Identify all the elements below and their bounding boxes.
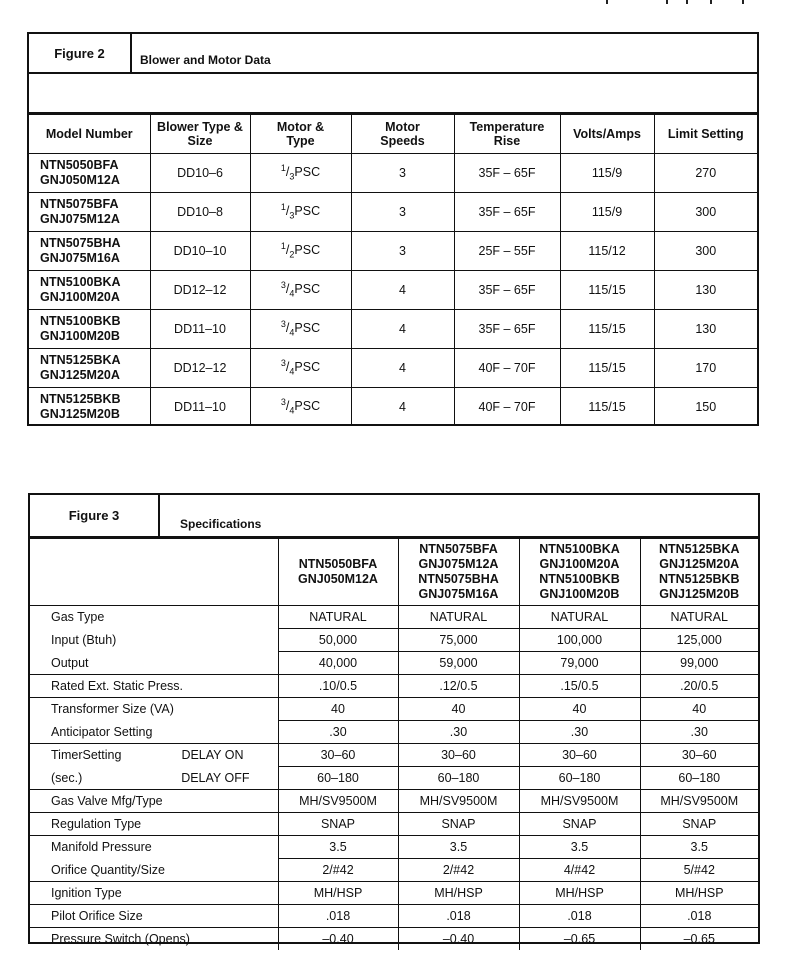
model-number-cell: NTN5125BKA GNJ125M20A bbox=[29, 349, 150, 388]
spec-label: Orifice Quantity/Size bbox=[30, 859, 278, 882]
spec-value-cell: .10/0.5 bbox=[278, 675, 398, 698]
spec-value-cell: .15/0.5 bbox=[519, 675, 640, 698]
model-number-cell: NTN5100BKB GNJ100M20B bbox=[29, 310, 150, 349]
spec-label: Rated Ext. Static Press. bbox=[30, 675, 278, 698]
blower-type-cell: DD10–6 bbox=[150, 154, 250, 193]
spec-value-cell: SNAP bbox=[278, 813, 398, 836]
spec-value-cell: .30 bbox=[278, 721, 398, 744]
motor-type-cell: $^1/_3PSC$ bbox=[250, 154, 351, 193]
motor-speeds-cell: 4 bbox=[351, 349, 454, 388]
spec-value-cell: SNAP bbox=[398, 813, 519, 836]
spec-value-cell: .018 bbox=[398, 905, 519, 928]
blower-type-cell: DD10–10 bbox=[150, 232, 250, 271]
spec-row-gas-type bbox=[30, 606, 758, 629]
spec-value-cell: MH/SV9500M bbox=[278, 790, 398, 813]
limit-setting-cell: 130 bbox=[654, 310, 757, 349]
limit-setting-cell: 300 bbox=[654, 193, 757, 232]
limit-setting-cell: 270 bbox=[654, 154, 757, 193]
temp-rise-cell: 35F – 65F bbox=[454, 271, 560, 310]
spec-value-cell: MH/SV9500M bbox=[640, 790, 758, 813]
spec-row-delay-off bbox=[30, 767, 758, 790]
spec-value-cell: .30 bbox=[519, 721, 640, 744]
spec-label: Anticipator Setting bbox=[30, 721, 278, 744]
scan-marks bbox=[600, 0, 750, 6]
spec-value-cell: 75,000 bbox=[398, 629, 519, 652]
spec-value-cell: 30–60 bbox=[519, 744, 640, 767]
blower-type-cell: DD12–12 bbox=[150, 349, 250, 388]
spec-value-cell: 3.5 bbox=[278, 836, 398, 859]
figure-2-blower-motor-table bbox=[27, 32, 759, 426]
spec-row-delay-on bbox=[30, 744, 758, 767]
spec-value-cell: .018 bbox=[640, 905, 758, 928]
table-row bbox=[29, 193, 757, 232]
spec-header-blank bbox=[30, 539, 278, 606]
col-header-motor-type: Motor & Type bbox=[250, 115, 351, 154]
spec-value-cell: –0.65 bbox=[640, 928, 758, 951]
figure-2-title: Blower and Motor Data bbox=[140, 53, 271, 67]
spec-label: Ignition Type bbox=[30, 882, 278, 905]
spec-value-cell: 100,000 bbox=[519, 629, 640, 652]
spec-value-cell: .30 bbox=[640, 721, 758, 744]
table-row bbox=[29, 232, 757, 271]
table-row bbox=[29, 154, 757, 193]
volts-amps-cell: 115/15 bbox=[560, 310, 654, 349]
col-header-limit: Limit Setting bbox=[654, 115, 757, 154]
table-row bbox=[29, 388, 757, 427]
col-header-blower: Blower Type & Size bbox=[150, 115, 250, 154]
spec-value-cell: 99,000 bbox=[640, 652, 758, 675]
spec-value-cell: .018 bbox=[519, 905, 640, 928]
spec-header-row bbox=[30, 539, 758, 606]
spec-value-cell: .12/0.5 bbox=[398, 675, 519, 698]
spec-value-cell: 79,000 bbox=[519, 652, 640, 675]
spec-row-transformer bbox=[30, 698, 758, 721]
spec-value-cell: 3.5 bbox=[640, 836, 758, 859]
spec-value-cell: 60–180 bbox=[278, 767, 398, 790]
model-number-cell: NTN5075BFA GNJ075M12A bbox=[29, 193, 150, 232]
blower-motor-data-table bbox=[29, 114, 757, 426]
figure-2-blank-row bbox=[29, 74, 757, 114]
temp-rise-cell: 35F – 65F bbox=[454, 310, 560, 349]
spec-value-cell: 40 bbox=[278, 698, 398, 721]
spec-value-cell: 40 bbox=[519, 698, 640, 721]
model-number-cell: NTN5100BKA GNJ100M20A bbox=[29, 271, 150, 310]
col-header-model: Model Number bbox=[29, 115, 150, 154]
spec-label: (sec.) DELAY OFF bbox=[30, 767, 278, 790]
spec-value-cell: MH/SV9500M bbox=[519, 790, 640, 813]
figure-3-specifications-table bbox=[28, 493, 760, 944]
motor-speeds-cell: 3 bbox=[351, 193, 454, 232]
spec-value-cell: –0.40 bbox=[398, 928, 519, 951]
volts-amps-cell: 115/12 bbox=[560, 232, 654, 271]
spec-value-cell: 2/#42 bbox=[278, 859, 398, 882]
volts-amps-cell: 115/9 bbox=[560, 154, 654, 193]
spec-value-cell: 59,000 bbox=[398, 652, 519, 675]
spec-label: Input (Btuh) bbox=[30, 629, 278, 652]
spec-value-cell: 60–180 bbox=[398, 767, 519, 790]
limit-setting-cell: 130 bbox=[654, 271, 757, 310]
spec-row-orifice bbox=[30, 859, 758, 882]
spec-label: Output bbox=[30, 652, 278, 675]
spec-value-cell: –0.40 bbox=[278, 928, 398, 951]
spec-value-cell: 3.5 bbox=[398, 836, 519, 859]
spec-value-cell: 40 bbox=[398, 698, 519, 721]
figure-3-title: Specifications bbox=[180, 517, 262, 531]
blower-type-cell: DD12–12 bbox=[150, 271, 250, 310]
motor-type-cell: $^1/_3PSC$ bbox=[250, 193, 351, 232]
volts-amps-cell: 115/15 bbox=[560, 271, 654, 310]
spec-label: TimerSetting DELAY ON bbox=[30, 744, 278, 767]
spec-value-cell: .018 bbox=[278, 905, 398, 928]
table-row bbox=[29, 271, 757, 310]
limit-setting-cell: 300 bbox=[654, 232, 757, 271]
temp-rise-cell: 35F – 65F bbox=[454, 193, 560, 232]
table-row bbox=[29, 349, 757, 388]
temp-rise-cell: 40F – 70F bbox=[454, 349, 560, 388]
spec-value-cell: .30 bbox=[398, 721, 519, 744]
spec-value-cell: 60–180 bbox=[640, 767, 758, 790]
spec-row-ignition bbox=[30, 882, 758, 905]
volts-amps-cell: 115/15 bbox=[560, 349, 654, 388]
table-row bbox=[29, 310, 757, 349]
volts-amps-cell: 115/15 bbox=[560, 388, 654, 427]
figure-2-header bbox=[29, 34, 757, 74]
motor-speeds-cell: 4 bbox=[351, 271, 454, 310]
temp-rise-cell: 25F – 55F bbox=[454, 232, 560, 271]
spec-row-pressure-switch bbox=[30, 928, 758, 951]
model-number-cell: NTN5050BFA GNJ050M12A bbox=[29, 154, 150, 193]
spec-label: Pilot Orifice Size bbox=[30, 905, 278, 928]
spec-value-cell: 40 bbox=[640, 698, 758, 721]
blower-type-cell: DD10–8 bbox=[150, 193, 250, 232]
spec-label: Gas Type bbox=[30, 606, 278, 629]
spec-value-cell: MH/HSP bbox=[640, 882, 758, 905]
spec-row-pilot bbox=[30, 905, 758, 928]
motor-speeds-cell: 3 bbox=[351, 154, 454, 193]
motor-type-cell: $^3/_4PSC$ bbox=[250, 310, 351, 349]
model-number-cell: NTN5125BKB GNJ125M20B bbox=[29, 388, 150, 427]
spec-value-cell: 60–180 bbox=[519, 767, 640, 790]
motor-speeds-cell: 3 bbox=[351, 232, 454, 271]
spec-label: Transformer Size (VA) bbox=[30, 698, 278, 721]
motor-speeds-cell: 4 bbox=[351, 388, 454, 427]
spec-value-cell: –0.65 bbox=[519, 928, 640, 951]
spec-row-anticipator bbox=[30, 721, 758, 744]
spec-value-cell: 30–60 bbox=[278, 744, 398, 767]
spec-value-cell: 30–60 bbox=[640, 744, 758, 767]
spec-row-output bbox=[30, 652, 758, 675]
motor-type-cell: $^3/_4PSC$ bbox=[250, 388, 351, 427]
motor-speeds-cell: 4 bbox=[351, 310, 454, 349]
col-header-temp-rise: Temperature Rise bbox=[454, 115, 560, 154]
spec-value-cell: SNAP bbox=[519, 813, 640, 836]
col-header-volts-amps: Volts/Amps bbox=[560, 115, 654, 154]
spec-value-cell: 3.5 bbox=[519, 836, 640, 859]
spec-row-input bbox=[30, 629, 758, 652]
volts-amps-cell: 115/9 bbox=[560, 193, 654, 232]
spec-label: Pressure Switch (Opens) bbox=[30, 928, 278, 951]
spec-label: Manifold Pressure bbox=[30, 836, 278, 859]
limit-setting-cell: 150 bbox=[654, 388, 757, 427]
temp-rise-cell: 35F – 65F bbox=[454, 154, 560, 193]
spec-value-cell: NATURAL bbox=[519, 606, 640, 629]
specifications-table bbox=[30, 538, 758, 950]
limit-setting-cell: 170 bbox=[654, 349, 757, 388]
spec-value-cell: MH/HSP bbox=[278, 882, 398, 905]
spec-col-header: NTN5075BFA GNJ075M12A NTN5075BHA GNJ075M16A bbox=[398, 539, 519, 606]
spec-value-cell: 4/#42 bbox=[519, 859, 640, 882]
blower-type-cell: DD11–10 bbox=[150, 310, 250, 349]
temp-rise-cell: 40F – 70F bbox=[454, 388, 560, 427]
spec-label: Gas Valve Mfg/Type bbox=[30, 790, 278, 813]
spec-col-header: NTN5050BFA GNJ050M12A bbox=[278, 539, 398, 606]
spec-value-cell: MH/HSP bbox=[398, 882, 519, 905]
spec-label: Regulation Type bbox=[30, 813, 278, 836]
spec-value-cell: NATURAL bbox=[398, 606, 519, 629]
table-header-row bbox=[29, 115, 757, 154]
spec-value-cell: 30–60 bbox=[398, 744, 519, 767]
motor-type-cell: $^3/_4PSC$ bbox=[250, 349, 351, 388]
spec-row-gas-valve bbox=[30, 790, 758, 813]
spec-col-header: NTN5100BKA GNJ100M20A NTN5100BKB GNJ100M20B bbox=[519, 539, 640, 606]
col-header-motor-speeds: Motor Speeds bbox=[351, 115, 454, 154]
spec-value-cell: SNAP bbox=[640, 813, 758, 836]
spec-value-cell: 40,000 bbox=[278, 652, 398, 675]
spec-value-cell: MH/SV9500M bbox=[398, 790, 519, 813]
spec-value-cell: MH/HSP bbox=[519, 882, 640, 905]
figure-3-header bbox=[30, 495, 758, 538]
spec-value-cell: 2/#42 bbox=[398, 859, 519, 882]
blower-type-cell: DD11–10 bbox=[150, 388, 250, 427]
spec-value-cell: 50,000 bbox=[278, 629, 398, 652]
motor-type-cell: $^1/_2PSC$ bbox=[250, 232, 351, 271]
figure-3-label: Figure 3 bbox=[30, 495, 160, 536]
model-number-cell: NTN5075BHA GNJ075M16A bbox=[29, 232, 150, 271]
spec-value-cell: 5/#42 bbox=[640, 859, 758, 882]
spec-row-static-press bbox=[30, 675, 758, 698]
motor-type-cell: $^3/_4PSC$ bbox=[250, 271, 351, 310]
spec-row-regulation bbox=[30, 813, 758, 836]
figure-2-label: Figure 2 bbox=[29, 34, 132, 72]
spec-value-cell: 125,000 bbox=[640, 629, 758, 652]
spec-col-header: NTN5125BKA GNJ125M20A NTN5125BKB GNJ125M20B bbox=[640, 539, 758, 606]
spec-value-cell: NATURAL bbox=[278, 606, 398, 629]
spec-value-cell: NATURAL bbox=[640, 606, 758, 629]
spec-value-cell: .20/0.5 bbox=[640, 675, 758, 698]
spec-row-manifold bbox=[30, 836, 758, 859]
